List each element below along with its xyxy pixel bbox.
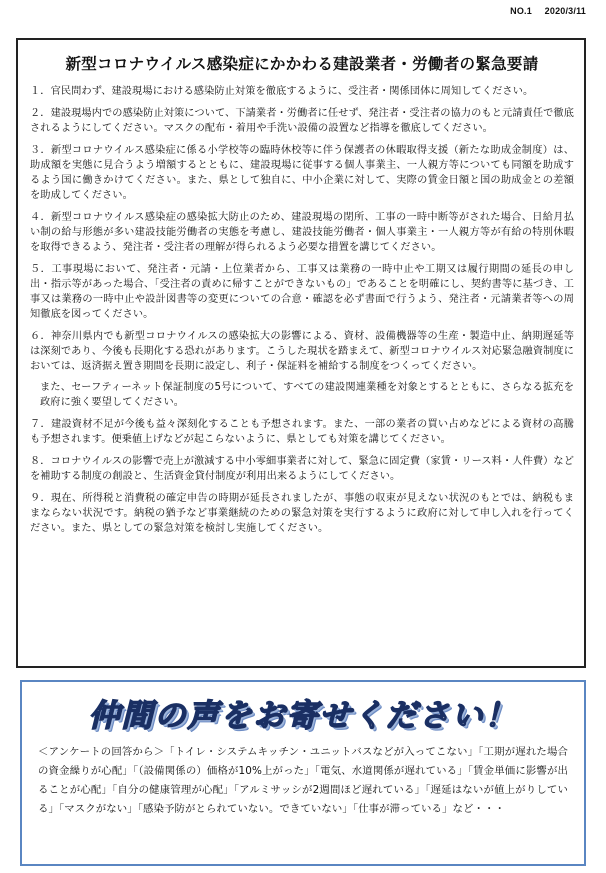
request-paragraph: ６．神奈川県内でも新型コロナウイルスの感染拡大の影響による、資材、設備機器等の生産・製造中止、納期遅延等は深刻であり、今後も長期化する恐れがあります。こうした現状を踏まえて、新型コロナウイルス対応緊急融資制度においては、返済据え置き期間を長期に設定し、利子・保証料を補給する制度をつくってください。 — [30, 331, 574, 372]
request-paragraph: １．官民問わず、建設現場における感染防止対策を徹底するように、受注者・関係団体に周知してください。 — [30, 86, 534, 97]
request-paragraph: また、セーフティーネット保証制度の5号について、すべての建設関連業種を対象とするとともに、さらなる拡充を政府に強く要望してください。 — [40, 382, 574, 408]
request-item — [30, 143, 574, 203]
document-number: NO.1 — [510, 6, 532, 16]
request-item — [30, 262, 574, 322]
request-list — [30, 84, 574, 536]
request-item — [30, 84, 574, 99]
request-paragraph: ７．建設資材不足が今後も益々深刻化することも予想されます。また、一部の業者の買い占めなどによる資材の高騰も予想されます。便乗値上げなどが起こらないように、県としても対策を講じてください。 — [30, 419, 574, 445]
request-paragraph: ３．新型コロナウイルス感染症に係る小学校等の臨時休校等に伴う保護者の休暇取得支援（新たな助成金制度）は、助成額を実態に見合うよう増額するとともに、建設現場に従事する個人事業主、一人親方等についても同額を助成するよう国に働きかけてください。また、県として独自に、中小企業に対して、実際の賃金日額と国の助成金との差額を助成してください。 — [30, 145, 574, 201]
document-header — [500, 6, 586, 16]
request-paragraph: ９．現在、所得税と消費税の確定申告の時期が延長されましたが、事態の収束が見えない状況のもとでは、納税もままならない状況です。納税の猶予など事業継続のための緊急対策を実行するように政府に対して申し入れを行ってください。また、県としての緊急対策を検討し実施してください。 — [30, 493, 574, 534]
voices-heading: 仲間の声をお寄せください！ — [88, 698, 518, 734]
survey-responses: ＜アンケートの回答から＞「トイレ・システムキッチン・ユニットバスなどが入ってこない」「工期が遅れた場合の資金繰りが心配」「（設備関係の）価格が10%上がった」「電気、水道関係が遅れている」「賃金単価に影響が出ることが心配」「自分の健康管理が心配」「アルミサッシが2週間ほど遅れている」「遅延はないが値上がりしている」「マスクがない」「感染予防がとられていない。できていない」「仕事が滞っている」など・・・ — [38, 746, 568, 815]
page-title: 新型コロナウイルス感染症にかかわる建設業者・労働者の緊急要請 — [65, 55, 539, 73]
request-paragraph: ２．建設現場内での感染防止対策について、下請業者・労働者に任せず、発注者・受注者の協力のもと元請責任で徹底されるようにしてください。マスクの配布・着用や手洗い設備の設置など指導を徹底してください。 — [30, 108, 575, 134]
request-paragraph: ５．工事現場において、発注者・元請・上位業者から、工事又は業務の一時中止や工期又は履行期間の延長の申し出・指示等があった場合、「受注者の責めに帰すことができないもの」であることを明確にし、契約書等に基づき、工事又は業務の一時中止や設計図書等の変更についての合意・確認を必ず書面で行うよう、発注者・元請業者等への周知徹底を図ってください。 — [30, 264, 574, 320]
request-item — [30, 417, 574, 447]
request-paragraph: ８．コロナウイルスの影響で売上が激減する中小零細事業者に対して、緊急に固定費（家賃・リース料・人件費）などを補助する制度の創設と、生活資金貸付制度が利用出来るようにしてください。 — [30, 456, 574, 482]
request-item — [30, 491, 574, 536]
request-paragraph: ４．新型コロナウイルス感染症の感染拡大防止のため、建設現場の閉所、工事の一時中断等がされた場合、日給月払い制の給与形態が多い建設技能労働者の実態を考慮し、建設技能労働者・個人事業主・一人親方等が有給の特別休暇を取得できるよう、発注者・受注者の理解が得られるよう必要な措置を講じてください。 — [30, 212, 574, 253]
request-item — [30, 454, 574, 484]
request-item — [30, 329, 574, 410]
request-item — [30, 210, 574, 255]
document-date: 2020/3/11 — [544, 6, 586, 16]
request-item — [30, 106, 574, 136]
request-box — [16, 38, 586, 668]
voices-box — [20, 680, 586, 866]
